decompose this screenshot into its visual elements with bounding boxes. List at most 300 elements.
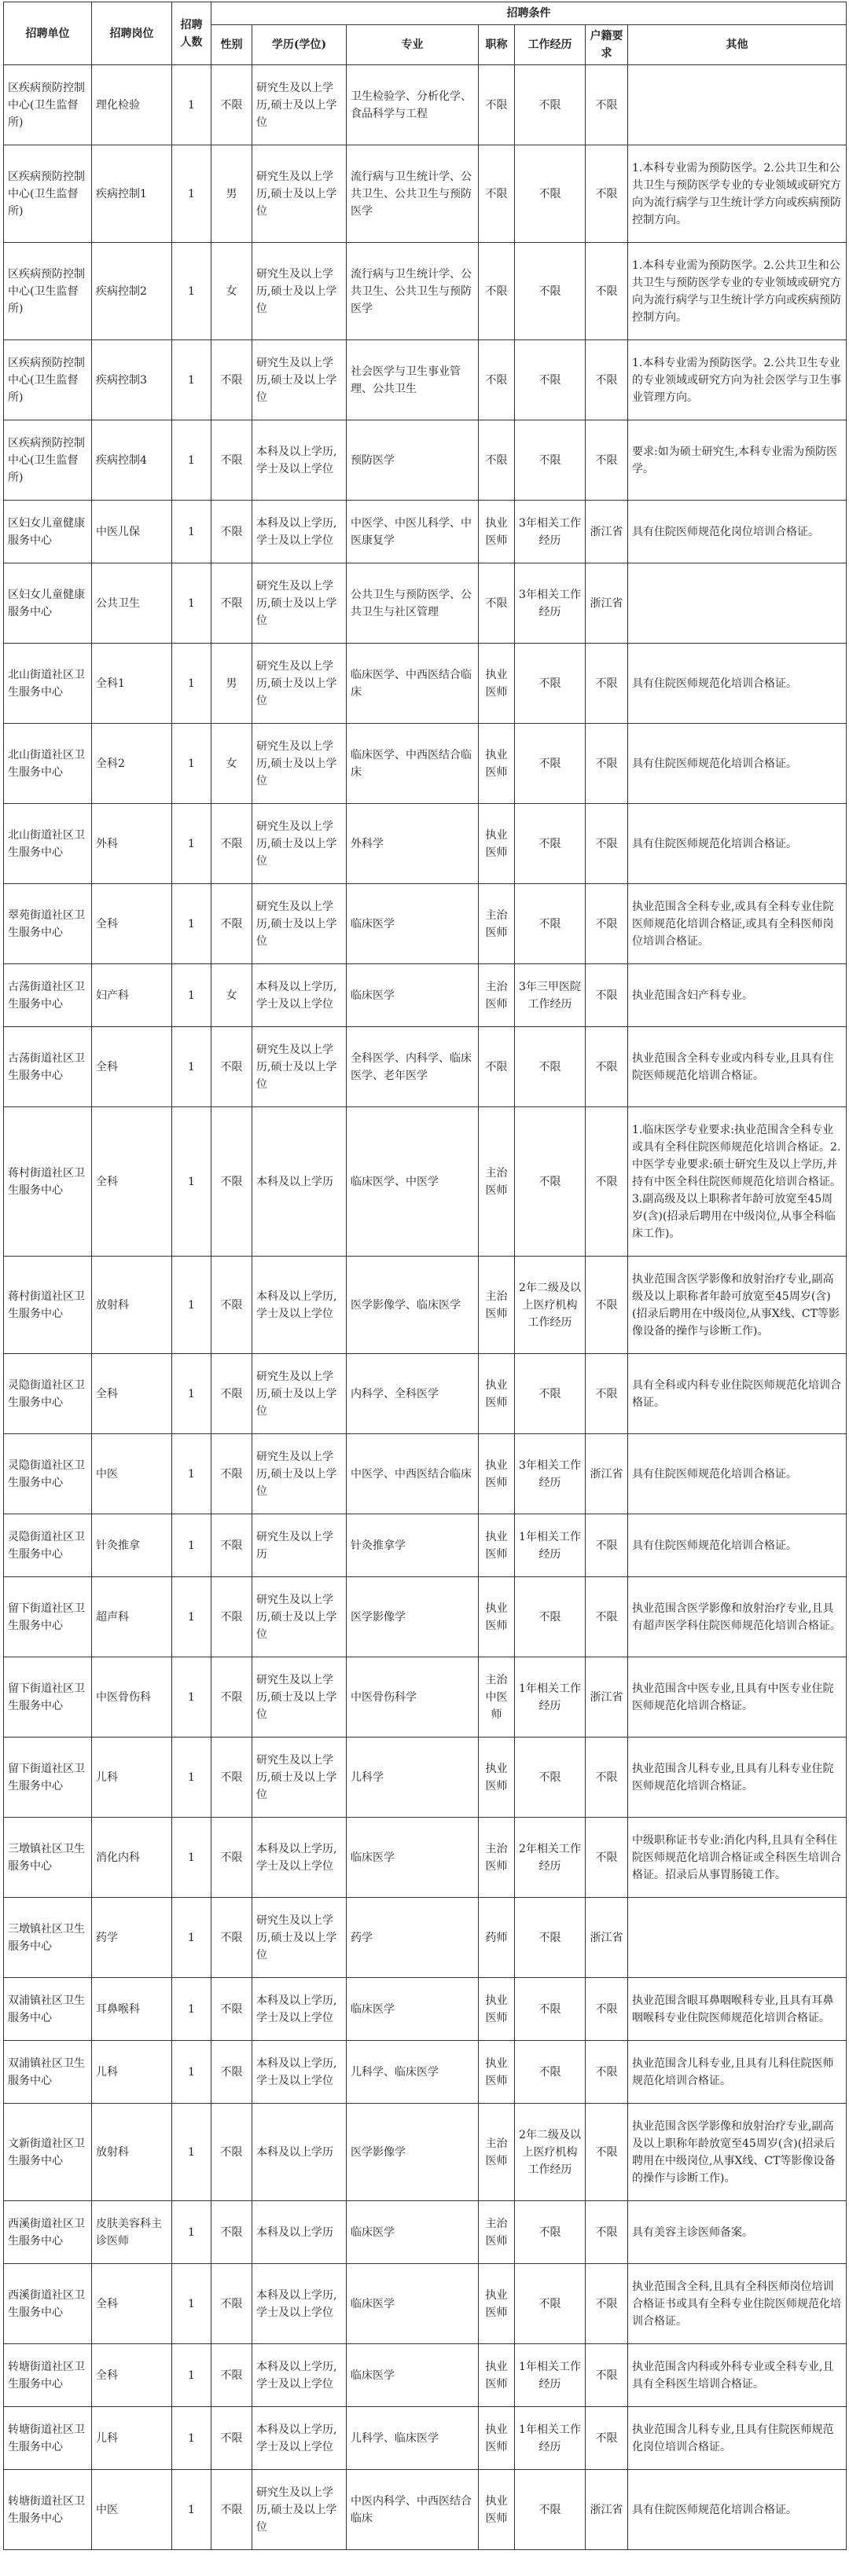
cell-major: 临床医学、中医学 [347, 1107, 479, 1257]
cell-position: 中医骨伤科 [92, 1657, 172, 1738]
cell-title: 药师 [479, 1898, 515, 1978]
cell-gender: 不限 [211, 2407, 252, 2470]
cell-education: 研究生及以上学历,硕士及以上学位 [252, 1738, 347, 1818]
cell-major: 临床医学 [347, 884, 479, 964]
cell-hukou: 不限 [586, 65, 628, 145]
cell-experience: 不限 [515, 804, 586, 884]
cell-count: 1 [172, 1738, 211, 1818]
cell-count: 1 [172, 1818, 211, 1898]
cell-gender: 女 [211, 964, 252, 1027]
cell-unit: 区妇女儿童健康服务中心 [4, 501, 92, 563]
cell-major: 临床医学 [347, 1978, 479, 2041]
cell-position: 皮肤美容科主诊医师 [92, 2201, 172, 2264]
cell-count: 1 [172, 1514, 211, 1577]
cell-unit: 留下街道社区卫生服务中心 [4, 1657, 92, 1738]
cell-education: 研究生及以上学历,硕士及以上学位 [252, 1898, 347, 1978]
cell-title: 执业医师 [479, 1738, 515, 1818]
table-row [4, 1027, 847, 1107]
table-row [4, 1898, 847, 1978]
cell-count: 1 [172, 2344, 211, 2407]
cell-title: 不限 [479, 145, 515, 243]
table-row [4, 804, 847, 884]
cell-experience: 不限 [515, 2470, 586, 2550]
cell-other: 执业范围含全科,且具有全科医师岗位培训合格证书或具有全科专业住院医师规范化培训合格证。 [628, 2264, 847, 2344]
cell-education: 研究生及以上学历,硕士及以上学位 [252, 1027, 347, 1107]
cell-experience: 不限 [515, 1354, 586, 1434]
cell-other: 具有住院医师规范化岗位培训合格证。 [628, 501, 847, 563]
cell-major: 医学影像学 [347, 1577, 479, 1657]
cell-gender: 女 [211, 724, 252, 804]
cell-experience: 不限 [515, 1027, 586, 1107]
cell-major: 针灸推拿学 [347, 1514, 479, 1577]
cell-count: 1 [172, 1354, 211, 1434]
cell-major: 内科学、全科医学 [347, 1354, 479, 1434]
cell-unit: 三墩镇社区卫生服务中心 [4, 1818, 92, 1898]
cell-unit: 区疾病预防控制中心(卫生监督所) [4, 65, 92, 145]
cell-gender: 不限 [211, 2264, 252, 2344]
cell-count: 1 [172, 884, 211, 964]
cell-other: 执业范围含全科专业或内科专业,且具有住院医师规范化培训合格证。 [628, 1027, 847, 1107]
cell-gender: 不限 [211, 1738, 252, 1818]
cell-unit: 留下街道社区卫生服务中心 [4, 1738, 92, 1818]
cell-other: 具有住院医师规范化培训合格证。 [628, 724, 847, 804]
cell-other: 执业范围含医学影像和放射治疗专业,副高及以上职称年龄放宽至45周岁(含)(招录后聘用在中级岗位,从事X线、CT等影像设备的操作与诊断工作)。 [628, 2104, 847, 2201]
header-experience: 工作经历 [515, 25, 586, 65]
cell-education: 本科及以上学历,学士及以上学位 [252, 2041, 347, 2104]
cell-hukou: 不限 [586, 644, 628, 724]
table-row [4, 1978, 847, 2041]
cell-gender: 不限 [211, 2470, 252, 2550]
cell-gender: 不限 [211, 2041, 252, 2104]
cell-experience: 不限 [515, 644, 586, 724]
header-conditions: 招聘条件 [211, 2, 847, 25]
cell-other: 1.临床医学专业要求:执业范围含全科专业或具有全科住院医师规范化培训合格证。2.中医学专业要求:硕士研究生及以上学历,并持有中医全科住院医师规范化培训合格证。3.副高级及以上职称者年龄可放宽至45周岁(含)(招录后聘用在中级岗位,从事全科临床工作)。 [628, 1107, 847, 1257]
cell-major: 临床医学 [347, 2264, 479, 2344]
cell-hukou: 不限 [586, 2041, 628, 2104]
cell-count: 1 [172, 2201, 211, 2264]
cell-major: 流行病与卫生统计学、公共卫生、公共卫生与预防医学 [347, 243, 479, 340]
cell-position: 中医儿保 [92, 501, 172, 563]
cell-title: 执业医师 [479, 2344, 515, 2407]
cell-count: 1 [172, 1577, 211, 1657]
cell-hukou: 不限 [586, 1027, 628, 1107]
cell-major: 儿科学 [347, 1738, 479, 1818]
cell-experience: 1年相关工作经历 [515, 2407, 586, 2470]
cell-major: 公共卫生与预防医学、公共卫生与社区管理 [347, 563, 479, 644]
cell-unit: 双浦镇社区卫生服务中心 [4, 2041, 92, 2104]
cell-gender: 男 [211, 644, 252, 724]
header-major: 专业 [347, 25, 479, 65]
cell-other: 具有全科或内科专业住院医师规范化培训合格证。 [628, 1354, 847, 1434]
cell-other: 具有美容主诊医师备案。 [628, 2201, 847, 2264]
cell-gender: 不限 [211, 2104, 252, 2201]
cell-position: 全科 [92, 884, 172, 964]
cell-other: 执业范围含中医专业,且具有中医专业住院医师规范化培训合格证。 [628, 1657, 847, 1738]
cell-major: 中医学、中医儿科学、中医康复学 [347, 501, 479, 563]
cell-hukou: 不限 [586, 243, 628, 340]
cell-position: 超声科 [92, 1577, 172, 1657]
cell-education: 研究生及以上学历,硕士及以上学位 [252, 1657, 347, 1738]
cell-experience: 3年三甲医院工作经历 [515, 964, 586, 1027]
cell-count: 1 [172, 2104, 211, 2201]
cell-position: 消化内科 [92, 1818, 172, 1898]
cell-title: 执业医师 [479, 1978, 515, 2041]
table-row [4, 644, 847, 724]
cell-count: 1 [172, 243, 211, 340]
cell-count: 1 [172, 804, 211, 884]
cell-education: 研究生及以上学历,硕士及以上学位 [252, 2470, 347, 2550]
cell-experience: 不限 [515, 65, 586, 145]
cell-unit: 灵隐街道社区卫生服务中心 [4, 1514, 92, 1577]
cell-hukou: 不限 [586, 1107, 628, 1257]
table-row [4, 2264, 847, 2344]
cell-title: 不限 [479, 243, 515, 340]
table-row [4, 1354, 847, 1434]
cell-major: 临床医学 [347, 964, 479, 1027]
table-row [4, 2104, 847, 2201]
cell-unit: 区疾病预防控制中心(卫生监督所) [4, 243, 92, 340]
cell-hukou: 不限 [586, 1978, 628, 2041]
cell-position: 中医 [92, 1434, 172, 1514]
cell-education: 研究生及以上学历,硕士及以上学位 [252, 340, 347, 420]
cell-education: 研究生及以上学历,硕士及以上学位 [252, 243, 347, 340]
cell-education: 本科及以上学历,学士及以上学位 [252, 1978, 347, 2041]
cell-count: 1 [172, 1434, 211, 1514]
table-row [4, 145, 847, 243]
cell-major: 预防医学 [347, 420, 479, 501]
table-row [4, 1818, 847, 1898]
table-row [4, 884, 847, 964]
cell-experience: 不限 [515, 2264, 586, 2344]
cell-hukou: 不限 [586, 1577, 628, 1657]
cell-hukou: 浙江省 [586, 1898, 628, 1978]
cell-count: 1 [172, 2407, 211, 2470]
table-row [4, 1738, 847, 1818]
cell-experience: 3年相关工作经历 [515, 501, 586, 563]
cell-hukou: 不限 [586, 2104, 628, 2201]
cell-experience: 不限 [515, 145, 586, 243]
cell-position: 全科 [92, 1354, 172, 1434]
cell-gender: 不限 [211, 1107, 252, 1257]
cell-major: 儿科学、临床医学 [347, 2407, 479, 2470]
cell-position: 全科 [92, 2264, 172, 2344]
table-row [4, 2344, 847, 2407]
cell-title: 执业医师 [479, 724, 515, 804]
header-hukou: 户籍要求 [586, 25, 628, 65]
cell-gender: 不限 [211, 501, 252, 563]
header-unit: 招聘单位 [4, 2, 92, 65]
cell-major: 社会医学与卫生事业管理、公共卫生 [347, 340, 479, 420]
cell-position: 药学 [92, 1898, 172, 1978]
cell-other [628, 1898, 847, 1978]
cell-count: 1 [172, 145, 211, 243]
cell-title: 执业医师 [479, 2407, 515, 2470]
cell-experience: 1年相关工作经历 [515, 1657, 586, 1738]
cell-count: 1 [172, 724, 211, 804]
table-row [4, 1577, 847, 1657]
cell-gender: 不限 [211, 1027, 252, 1107]
cell-count: 1 [172, 644, 211, 724]
table-row [4, 1257, 847, 1354]
cell-major: 儿科学、临床医学 [347, 2041, 479, 2104]
cell-major: 中医学、中西医结合临床 [347, 1434, 479, 1514]
cell-position: 放射科 [92, 2104, 172, 2201]
table-row [4, 2470, 847, 2550]
cell-experience: 3年相关工作经历 [515, 563, 586, 644]
cell-title: 主治医师 [479, 884, 515, 964]
cell-unit: 转塘街道社区卫生服务中心 [4, 2407, 92, 2470]
cell-unit: 区疾病预防控制中心(卫生监督所) [4, 420, 92, 501]
table-row [4, 1434, 847, 1514]
cell-count: 1 [172, 340, 211, 420]
cell-major: 卫生检验学、分析化学、食品科学与工程 [347, 65, 479, 145]
cell-unit: 北山街道社区卫生服务中心 [4, 644, 92, 724]
cell-title: 执业医师 [479, 2470, 515, 2550]
table-row [4, 340, 847, 420]
cell-other: 具有住院医师规范化培训合格证。 [628, 804, 847, 884]
cell-education: 本科及以上学历,学士及以上学位 [252, 2407, 347, 2470]
cell-unit: 文新街道社区卫生服务中心 [4, 2104, 92, 2201]
cell-title: 执业医师 [479, 1514, 515, 1577]
cell-hukou: 不限 [586, 884, 628, 964]
cell-gender: 不限 [211, 340, 252, 420]
cell-position: 儿科 [92, 1738, 172, 1818]
cell-unit: 区疾病预防控制中心(卫生监督所) [4, 145, 92, 243]
cell-education: 本科及以上学历,学士及以上学位 [252, 2344, 347, 2407]
cell-title: 不限 [479, 1027, 515, 1107]
cell-title: 执业医师 [479, 644, 515, 724]
header-other: 其他 [628, 25, 847, 65]
cell-unit: 转塘街道社区卫生服务中心 [4, 2470, 92, 2550]
cell-count: 1 [172, 563, 211, 644]
cell-major: 流行病与卫生统计学、公共卫生、公共卫生与预防医学 [347, 145, 479, 243]
cell-count: 1 [172, 501, 211, 563]
cell-education: 研究生及以上学历,硕士及以上学位 [252, 145, 347, 243]
cell-hukou: 不限 [586, 420, 628, 501]
cell-major: 临床医学 [347, 1818, 479, 1898]
cell-gender: 女 [211, 243, 252, 340]
cell-major: 中医骨伤科学 [347, 1657, 479, 1738]
cell-education: 本科及以上学历 [252, 2104, 347, 2201]
table-row [4, 964, 847, 1027]
cell-experience: 不限 [515, 1577, 586, 1657]
header-count: 招聘人数 [172, 2, 211, 65]
cell-major: 中医内科学、中西医结合临床 [347, 2470, 479, 2550]
cell-count: 1 [172, 1657, 211, 1738]
cell-experience: 1年相关工作经历 [515, 1514, 586, 1577]
cell-education: 研究生及以上学历 [252, 1514, 347, 1577]
table-row [4, 1657, 847, 1738]
header-education: 学历(学位) [252, 25, 347, 65]
cell-hukou: 不限 [586, 2264, 628, 2344]
table-row [4, 243, 847, 340]
cell-hukou: 不限 [586, 1257, 628, 1354]
cell-education: 研究生及以上学历,硕士及以上学位 [252, 65, 347, 145]
cell-title: 执业医师 [479, 1434, 515, 1514]
cell-hukou: 浙江省 [586, 563, 628, 644]
cell-hukou: 不限 [586, 1818, 628, 1898]
cell-gender: 不限 [211, 1818, 252, 1898]
cell-position: 儿科 [92, 2407, 172, 2470]
cell-unit: 西溪街道社区卫生服务中心 [4, 2201, 92, 2264]
cell-experience: 不限 [515, 1978, 586, 2041]
cell-position: 公共卫生 [92, 563, 172, 644]
cell-position: 全科 [92, 2344, 172, 2407]
cell-count: 1 [172, 1027, 211, 1107]
cell-hukou: 不限 [586, 1514, 628, 1577]
cell-title: 主治医师 [479, 964, 515, 1027]
cell-unit: 区疾病预防控制中心(卫生监督所) [4, 340, 92, 420]
cell-major: 全科医学、内科学、临床医学、老年医学 [347, 1027, 479, 1107]
cell-position: 耳鼻喉科 [92, 1978, 172, 2041]
cell-unit: 北山街道社区卫生服务中心 [4, 724, 92, 804]
cell-education: 研究生及以上学历,硕士及以上学位 [252, 1577, 347, 1657]
cell-unit: 转塘街道社区卫生服务中心 [4, 2344, 92, 2407]
cell-experience: 不限 [515, 2041, 586, 2104]
cell-position: 儿科 [92, 2041, 172, 2104]
cell-major: 医学影像学、临床医学 [347, 1257, 479, 1354]
cell-other: 具有住院医师规范化培训合格证。 [628, 2470, 847, 2550]
cell-title: 主治医师 [479, 2201, 515, 2264]
cell-education: 本科及以上学历,学士及以上学位 [252, 2264, 347, 2344]
cell-unit: 古荡街道社区卫生服务中心 [4, 1027, 92, 1107]
table-row [4, 2407, 847, 2470]
cell-unit: 灵隐街道社区卫生服务中心 [4, 1354, 92, 1434]
cell-count: 1 [172, 1898, 211, 1978]
cell-title: 执业医师 [479, 804, 515, 884]
cell-position: 放射科 [92, 1257, 172, 1354]
cell-major: 药学 [347, 1898, 479, 1978]
cell-other: 执业范围含儿科专业,且具有儿科专业住院医师规范化培训合格证。 [628, 1738, 847, 1818]
cell-title: 执业医师 [479, 2264, 515, 2344]
cell-unit: 双浦镇社区卫生服务中心 [4, 1978, 92, 2041]
cell-unit: 翠苑街道社区卫生服务中心 [4, 884, 92, 964]
cell-gender: 不限 [211, 2344, 252, 2407]
cell-position: 全科2 [92, 724, 172, 804]
cell-position: 全科1 [92, 644, 172, 724]
table-row [4, 563, 847, 644]
cell-count: 1 [172, 964, 211, 1027]
cell-position: 外科 [92, 804, 172, 884]
cell-hukou: 不限 [586, 2201, 628, 2264]
cell-unit: 蒋村街道社区卫生服务中心 [4, 1257, 92, 1354]
cell-title: 主治医师 [479, 1818, 515, 1898]
cell-education: 本科及以上学历 [252, 2201, 347, 2264]
cell-other: 执业范围含儿科专业,且具有住院医师规范化岗位培训合格证。 [628, 2407, 847, 2470]
cell-education: 研究生及以上学历,硕士及以上学位 [252, 724, 347, 804]
cell-other: 中级职称证书专业:消化内科,且具有全科住院医师规范化培训合格证或全科医生培训合格证。招录后从事胃肠镜工作。 [628, 1818, 847, 1898]
cell-major: 临床医学、中西医结合临床 [347, 644, 479, 724]
cell-other: 执业范围含医学影像和放射治疗专业,且具有超声医学科住院医师规范化培训合格证。 [628, 1577, 847, 1657]
cell-education: 本科及以上学历,学士及以上学位 [252, 964, 347, 1027]
cell-experience: 不限 [515, 1738, 586, 1818]
cell-title: 执业医师 [479, 1577, 515, 1657]
cell-hukou: 不限 [586, 2344, 628, 2407]
cell-gender: 不限 [211, 1657, 252, 1738]
cell-experience: 不限 [515, 340, 586, 420]
cell-title: 主治中医师 [479, 1657, 515, 1738]
table-row [4, 65, 847, 145]
cell-other: 执业范围含儿科专业,且具有儿科住院医师规范化培训合格证。 [628, 2041, 847, 2104]
cell-major: 临床医学、中西医结合临床 [347, 724, 479, 804]
cell-education: 研究生及以上学历,硕士及以上学位 [252, 563, 347, 644]
cell-position: 针灸推拿 [92, 1514, 172, 1577]
cell-experience: 3年相关工作经历 [515, 1434, 586, 1514]
cell-count: 1 [172, 1978, 211, 2041]
cell-education: 本科及以上学历,学士及以上学位 [252, 1257, 347, 1354]
cell-unit: 留下街道社区卫生服务中心 [4, 1577, 92, 1657]
cell-position: 妇产科 [92, 964, 172, 1027]
table-row [4, 1107, 847, 1257]
table-row [4, 2041, 847, 2104]
table-row [4, 501, 847, 563]
cell-experience: 不限 [515, 724, 586, 804]
cell-position: 中医 [92, 2470, 172, 2550]
cell-gender: 不限 [211, 2201, 252, 2264]
cell-gender: 不限 [211, 563, 252, 644]
cell-education: 本科及以上学历,学士及以上学位 [252, 501, 347, 563]
cell-unit: 古荡街道社区卫生服务中心 [4, 964, 92, 1027]
cell-experience: 不限 [515, 884, 586, 964]
cell-other [628, 65, 847, 145]
cell-other: 要求:如为硕士研究生,本科专业需为预防医学。 [628, 420, 847, 501]
cell-major: 医学影像学 [347, 2104, 479, 2201]
cell-count: 1 [172, 1107, 211, 1257]
cell-major: 外科学 [347, 804, 479, 884]
cell-title: 执业医师 [479, 2041, 515, 2104]
cell-gender: 不限 [211, 420, 252, 501]
cell-position: 疾病控制1 [92, 145, 172, 243]
cell-title: 不限 [479, 420, 515, 501]
cell-experience: 不限 [515, 243, 586, 340]
cell-count: 1 [172, 65, 211, 145]
cell-gender: 不限 [211, 1577, 252, 1657]
cell-other: 执业范围含眼耳鼻咽喉科专业,且具有耳鼻咽喉科专业住院医师规范化培训合格证。 [628, 1978, 847, 2041]
table-body [4, 65, 847, 2550]
cell-title: 主治医师 [479, 1107, 515, 1257]
cell-unit: 灵隐街道社区卫生服务中心 [4, 1434, 92, 1514]
cell-hukou: 不限 [586, 804, 628, 884]
cell-position: 疾病控制3 [92, 340, 172, 420]
cell-gender: 不限 [211, 1354, 252, 1434]
cell-title: 执业医师 [479, 1354, 515, 1434]
cell-other: 1.本科专业需为预防医学。2.公共卫生专业的专业领域或研究方向为社会医学与卫生事业管理方向。 [628, 340, 847, 420]
cell-other: 1.本科专业需为预防医学。2.公共卫生和公共卫生与预防医学专业的专业领域或研究方向为流行病学与卫生统计学方向或疾病预防控制方向。 [628, 145, 847, 243]
cell-experience: 2年二级及以上医疗机构工作经历 [515, 1257, 586, 1354]
cell-title: 不限 [479, 65, 515, 145]
cell-gender: 不限 [211, 1898, 252, 1978]
cell-hukou: 不限 [586, 964, 628, 1027]
cell-other: 执业范围含全科专业,或具有全科专业住院医师规范化培训合格证,或具有全科医师岗位培训合格证。 [628, 884, 847, 964]
cell-unit: 三墩镇社区卫生服务中心 [4, 1898, 92, 1978]
cell-count: 1 [172, 420, 211, 501]
cell-unit: 西溪街道社区卫生服务中心 [4, 2264, 92, 2344]
cell-hukou: 浙江省 [586, 1657, 628, 1738]
cell-experience: 1年相关工作经历 [515, 2344, 586, 2407]
cell-gender: 不限 [211, 65, 252, 145]
header-title: 职称 [479, 25, 515, 65]
cell-other [628, 563, 847, 644]
cell-experience: 2年相关工作经历 [515, 1818, 586, 1898]
cell-major: 临床医学 [347, 2344, 479, 2407]
table-row [4, 2201, 847, 2264]
table-row [4, 724, 847, 804]
cell-education: 研究生及以上学历,硕士及以上学位 [252, 1434, 347, 1514]
cell-hukou: 不限 [586, 145, 628, 243]
cell-education: 研究生及以上学历,硕士及以上学位 [252, 884, 347, 964]
cell-hukou: 浙江省 [586, 1434, 628, 1514]
cell-experience: 不限 [515, 2201, 586, 2264]
